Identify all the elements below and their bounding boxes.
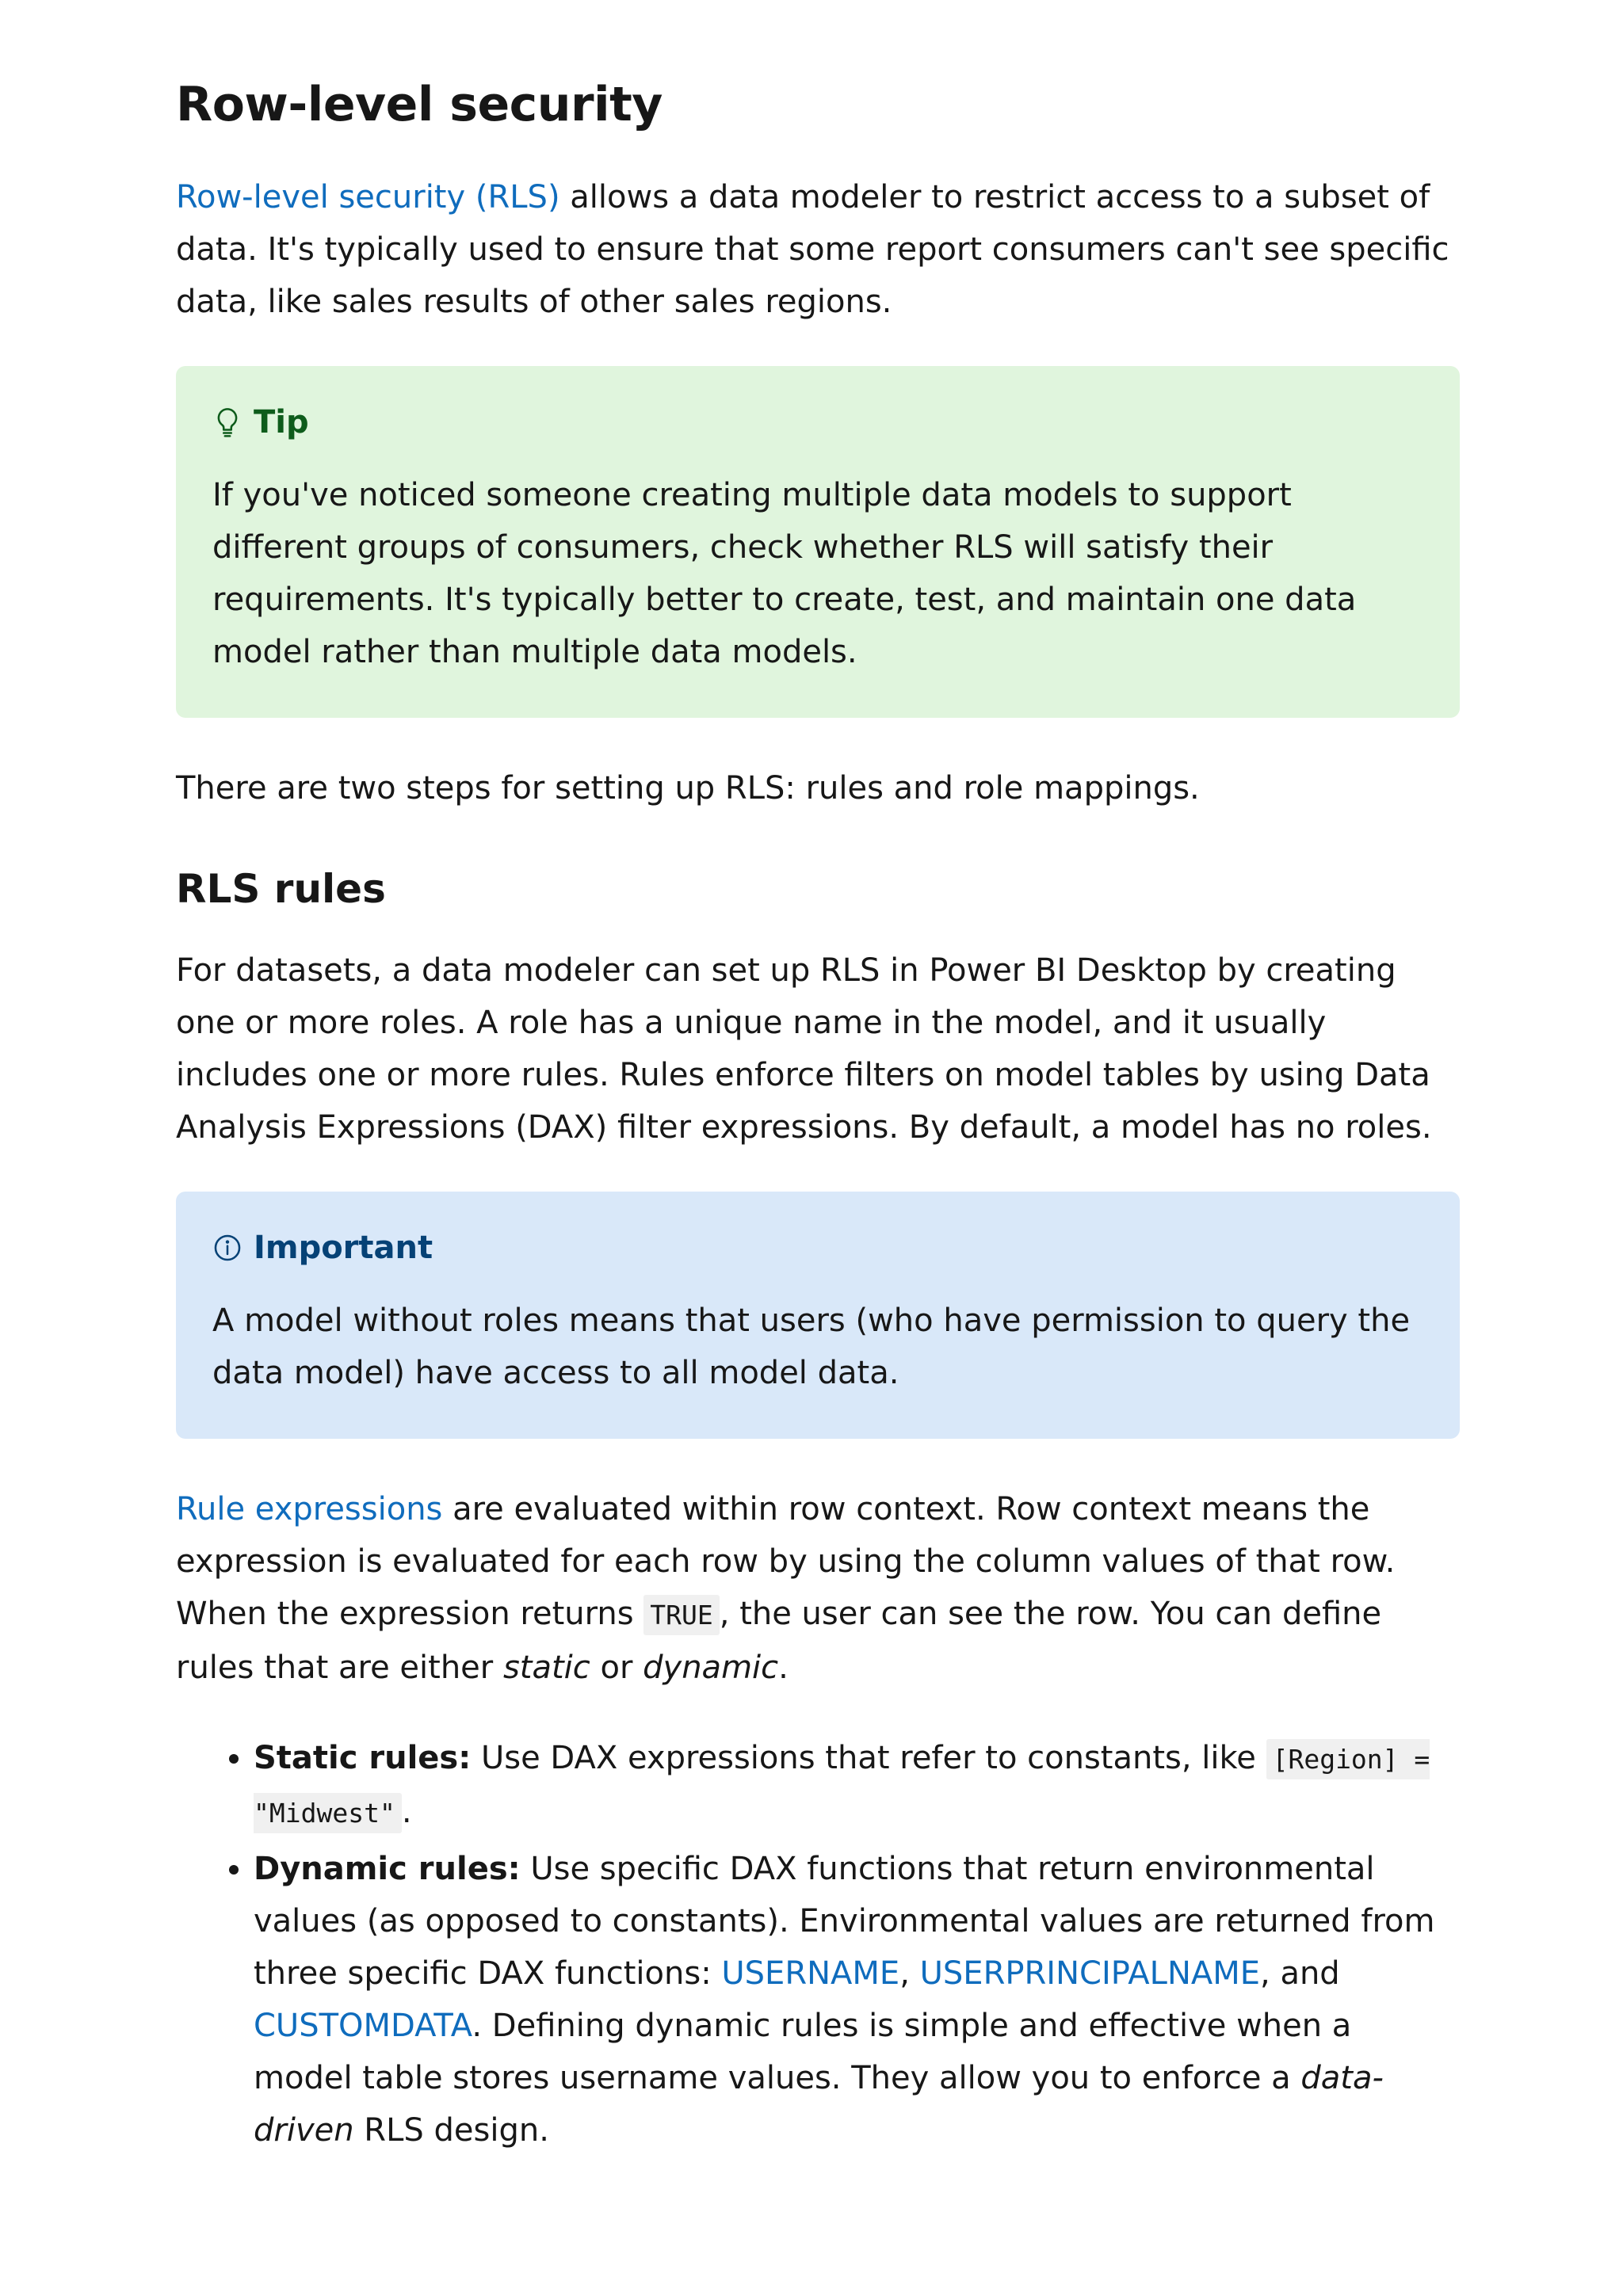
dynamic-rules-label: Dynamic rules: — [254, 1851, 521, 1887]
tip-body: If you've noticed someone creating multiple data models to support different groups of consumers, check whether RLS will satisfy their requirements. It's typically better to create, test, and maintain one data model rather than multiple data models. — [212, 477, 1357, 670]
rule-expr-text: or — [590, 1650, 643, 1686]
rule-expr-text: . — [778, 1650, 789, 1686]
list-item-text: , — [899, 1955, 920, 1992]
page-title: Row-level security — [176, 77, 663, 132]
tip-header — [212, 404, 1423, 441]
data-driven-emphasis: data-driven — [254, 2060, 1384, 2149]
lightbulb-icon — [212, 406, 242, 439]
dynamic-emphasis: dynamic — [643, 1650, 779, 1686]
tip-title: Tip — [254, 404, 309, 441]
rls-rules-paragraph: For datasets, a data modeler can set up RLS in Power BI Desktop by creating one or more roles. A role has a unique name in the model, and it usually includes one or more rules. Rules enforce filters on model tables by using Data Analysis Expressions (DAX) filter expressions. By default, a model has no roles. — [176, 952, 1432, 1146]
region-code: [Region] = "Midwest" — [254, 1739, 1430, 1833]
rules-list — [176, 1732, 1460, 2157]
true-code: TRUE — [643, 1595, 719, 1635]
steps-paragraph: There are two steps for setting up RLS: rules and role mappings. — [176, 770, 1200, 807]
important-body: A model without roles means that users (who have permission to query the data model) have access to all model data. — [212, 1302, 1411, 1391]
list-item-text: . Defining dynamic rules is simple and effective when a model table stores username values. They allow you to enforce a — [254, 2008, 1352, 2096]
important-title: Important — [254, 1230, 433, 1266]
username-link[interactable]: USERNAME — [721, 1955, 900, 1992]
list-item-text: , and — [1260, 1955, 1340, 1992]
customdata-link[interactable]: CUSTOMDATA — [254, 2008, 472, 2044]
list-item-dynamic-rules — [254, 1843, 1460, 2157]
rule-expressions-link[interactable]: Rule expressions — [176, 1491, 443, 1527]
rule-expressions-paragraph — [176, 1483, 1460, 1694]
rule-expr-text: are evaluated within row context. Row context means the expression is evaluated for each row by using the column values of that row. When the expression returns — [176, 1491, 1396, 1632]
rls-link[interactable]: Row-level security (RLS) — [176, 179, 560, 215]
important-header — [212, 1230, 1423, 1266]
list-item-text: . — [401, 1794, 412, 1830]
rls-rules-heading: RLS rules — [176, 866, 386, 912]
rule-expr-text: , the user can see the row. You can define rules that are either — [176, 1596, 1382, 1686]
intro-text: allows a data modeler to restrict access to a subset of data. It's typically used to ensure that some report consumers can't see specific data, like sales results of other sales regions. — [176, 179, 1449, 320]
intro-paragraph — [176, 171, 1460, 328]
list-item-text: Use DAX expressions that refer to constants, like — [471, 1740, 1266, 1776]
list-item-text: Use specific DAX functions that return environmental values (as opposed to constants). Environmental values are returned from three specific DAX functions: — [254, 1851, 1435, 1992]
static-rules-label: Static rules: — [254, 1740, 472, 1776]
tip-callout — [176, 366, 1460, 718]
article-content — [176, 76, 1460, 2160]
list-item-static-rules — [254, 1732, 1460, 1840]
info-icon — [212, 1231, 242, 1264]
important-callout — [176, 1192, 1460, 1439]
userprincipalname-link[interactable]: USERPRINCIPALNAME — [919, 1955, 1261, 1992]
static-emphasis: static — [502, 1650, 590, 1686]
list-item-text: RLS design. — [353, 2112, 549, 2149]
